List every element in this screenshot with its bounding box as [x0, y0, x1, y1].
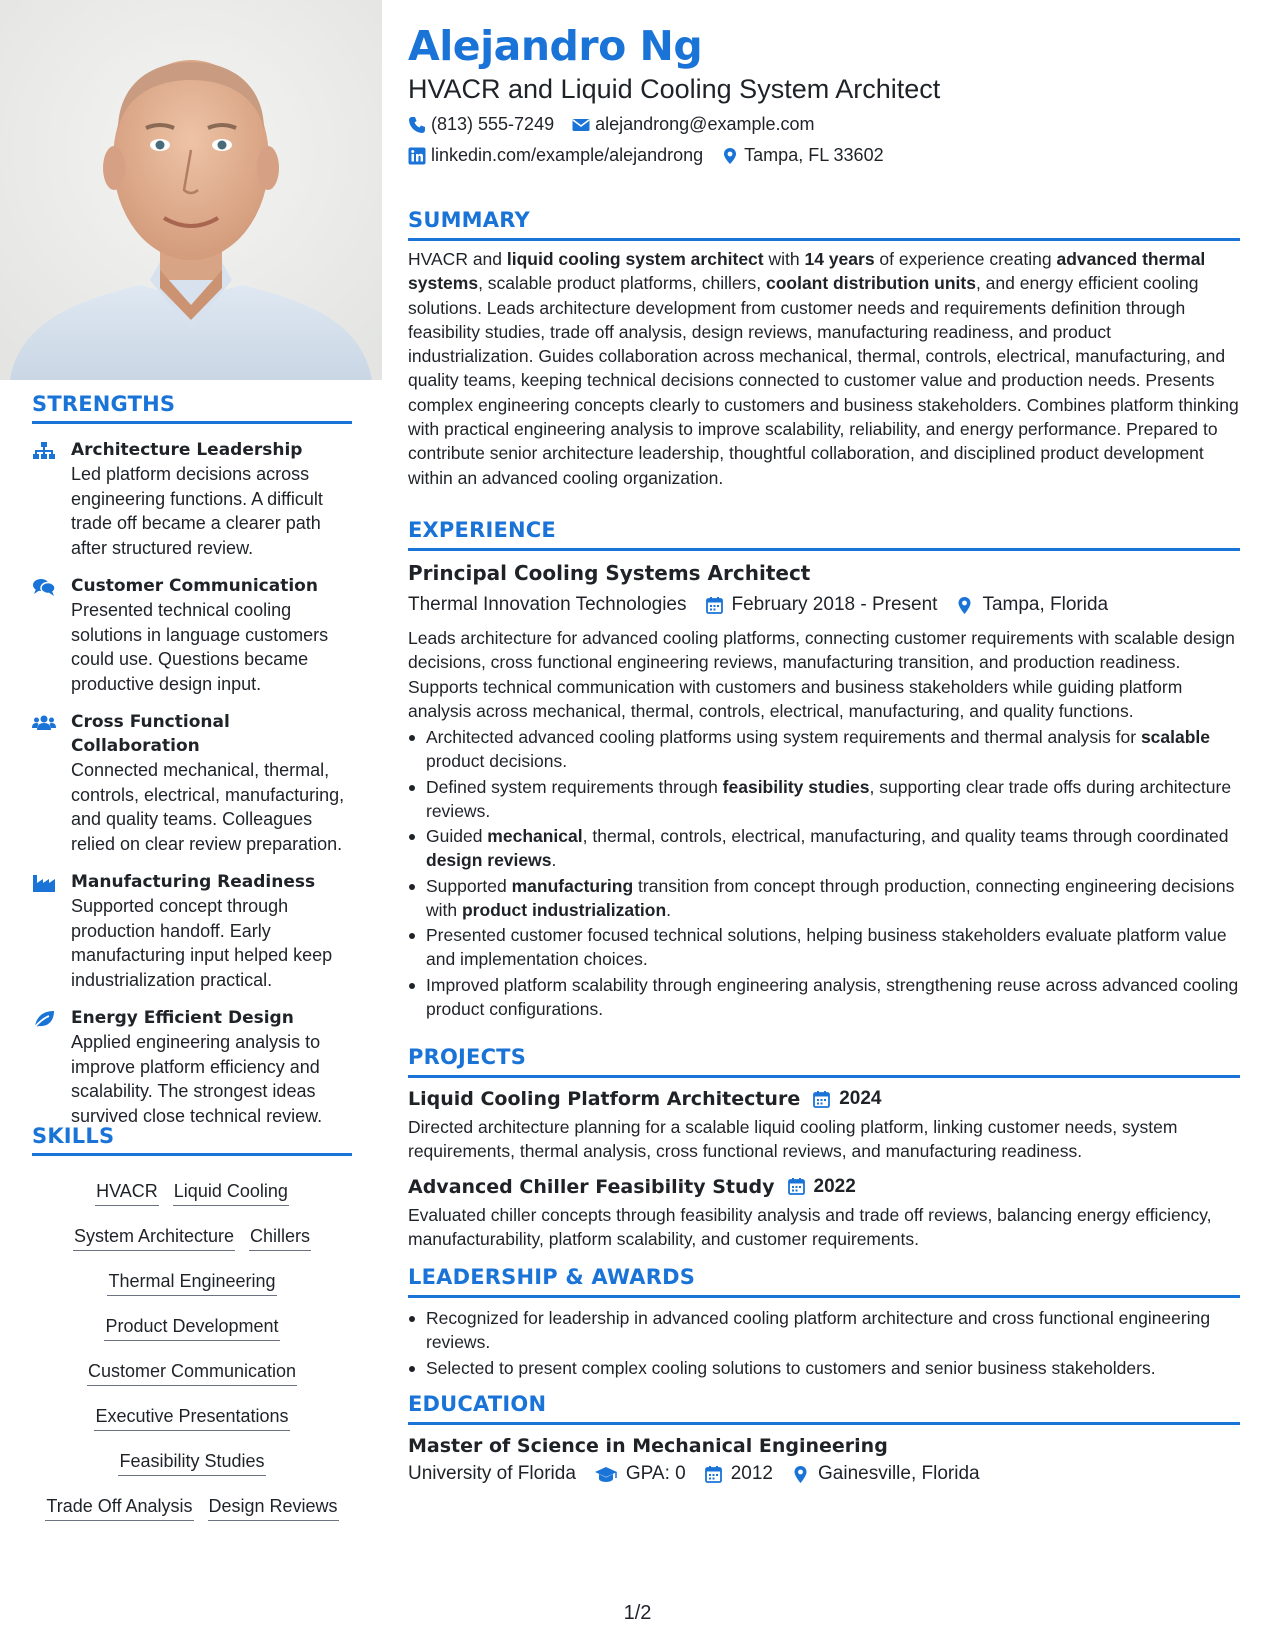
bold-text: mechanical — [487, 826, 583, 847]
bold-text: product industrialization — [461, 899, 667, 920]
email-item[interactable] — [572, 114, 814, 135]
strength-desc: Supported concept through production handoff. Early manufacturing input helped keep industrialization practical. — [71, 896, 333, 990]
text-run: Guided — [426, 826, 488, 847]
experience-title: EXPERIENCE — [408, 518, 556, 542]
job-bullet — [408, 824, 1240, 872]
text-run: Architected advanced cooling platforms using system requirements and thermal analysis for — [426, 727, 1141, 748]
strength-title: Manufacturing Readiness — [71, 872, 316, 892]
map-pin-icon — [721, 147, 739, 165]
text-run: HVACR and — [408, 249, 507, 269]
project-header — [408, 1088, 1240, 1110]
job-location: Tampa, Florida — [982, 594, 1109, 615]
text-run: , supporting clear trade offs during architecture reviews. — [426, 776, 1232, 821]
skill-tag: Customer Communication — [87, 1359, 297, 1386]
bold-text: scalable — [1140, 727, 1211, 748]
job-description: Leads architecture for advanced cooling platforms, connecting customer requirements with scalable design decisions, cross functional engineering reviews, manufacturing transition, and production readiness. Supports technical communication with customers and business stakeholders while guiding platform analysis across mechanical, thermal, controls, electrical, manufacturing, and quality functions. — [408, 628, 1235, 721]
profile-photo — [0, 0, 382, 380]
summary-section — [408, 208, 1240, 490]
calendar-icon — [812, 1090, 831, 1109]
project-description: Directed architecture planning for a scalable liquid cooling platform, linking customer needs, system requirements, thermal analysis, cross functional reviews, and manufacturing readiness. — [408, 1117, 1178, 1162]
contact-row — [408, 114, 833, 135]
education-meta — [408, 1463, 1240, 1485]
bold-text: feasibility studies — [722, 776, 870, 797]
job-title: Principal Cooling Systems Architect — [408, 561, 811, 585]
sitemap-icon — [32, 441, 56, 461]
calendar-icon — [787, 1177, 806, 1196]
skill-tag: Feasibility Studies — [118, 1449, 265, 1476]
bold-text: design reviews — [426, 850, 552, 871]
grad-year-item — [704, 1463, 773, 1485]
project-header — [408, 1176, 1240, 1198]
project-year: 2024 — [839, 1088, 882, 1109]
bold-text: manufacturing — [511, 875, 634, 896]
strength-item — [32, 870, 352, 992]
gpa-text: GPA: 0 — [625, 1463, 686, 1484]
company-item — [408, 594, 687, 616]
text-run: transition from concept through production, connecting engineering decisions with — [426, 875, 1235, 920]
location-item — [721, 145, 883, 166]
gpa-item — [594, 1463, 686, 1485]
skill-tag: Design Reviews — [208, 1494, 339, 1521]
text-run: Improved platform scalability through engineering analysis, strengthening reuse across advanced cooling product configurations. — [426, 974, 1239, 1019]
bold-text: liquid cooling system architect — [506, 249, 764, 269]
dates-item — [705, 594, 938, 616]
strength-desc: Led platform decisions across engineering functions. A difficult trade off became a clearer path after structured review. — [71, 464, 323, 558]
leadership-item: Selected to present complex cooling solutions to customers and senior business stakeholders. — [408, 1356, 1240, 1380]
education-title: EDUCATION — [408, 1392, 547, 1416]
school-location: Gainesville, Florida — [818, 1463, 980, 1484]
job-location-item — [955, 594, 1108, 616]
skills-title: SKILLS — [32, 1124, 115, 1148]
projects-rule — [408, 1075, 1240, 1078]
skill-tag: Thermal Engineering — [107, 1269, 276, 1296]
map-pin-icon — [791, 1465, 810, 1484]
skills-section — [32, 1124, 352, 1530]
linkedin-icon — [408, 147, 426, 165]
job-bullet — [408, 874, 1240, 922]
text-run: , and energy efficient cooling solutions. Leads architecture development from customer needs and requirements definition through feasibility studies, trade off analysis, design reviews, manufacturing readiness, and product industrialization. Guides collaboration across mechanical, thermal, controls, electrical, manufacturing, and quality teams, keeping technical decisions connected to customer value and production needs. Presents complex engineering concepts clearly to customers and business stakeholders. Combines platform thinking with practical engineering analysis to improve scalability, reliability, and energy performance. Prepared to contribute senior architecture leadership, thoughtful collaboration, and disciplined product development within an advanced cooling organization. — [408, 273, 1239, 488]
bold-text: 14 years — [804, 249, 875, 269]
map-pin-icon — [955, 596, 974, 615]
strength-item — [32, 1006, 352, 1128]
strength-desc: Presented technical cooling solutions in language customers could use. Questions became productive design input. — [71, 600, 329, 694]
grad-year: 2012 — [730, 1463, 774, 1484]
summary-title: SUMMARY — [408, 208, 530, 232]
project-title: Advanced Chiller Feasibility Study — [408, 1175, 775, 1198]
linkedin-item[interactable] — [408, 145, 703, 166]
job-bullets — [408, 725, 1240, 1021]
job-dates: February 2018 - Present — [731, 594, 938, 615]
strength-desc: Applied engineering analysis to improve platform efficiency and scalability. The strongest ideas survived close technical review. — [71, 1032, 323, 1126]
summary-rule — [408, 238, 1240, 241]
strength-title: Energy Efficient Design — [71, 1008, 294, 1028]
text-run: . — [551, 850, 557, 871]
school-name: University of Florida — [408, 1463, 576, 1484]
skill-tag: Chillers — [249, 1224, 311, 1251]
job-bullet — [408, 775, 1240, 823]
leadership-list — [408, 1306, 1240, 1380]
skills-rule — [32, 1153, 352, 1156]
text-run: . — [666, 899, 672, 920]
job-bullet — [408, 973, 1240, 1021]
degree-title: Master of Science in Mechanical Engineering — [408, 1435, 888, 1457]
page-number: 1/2 — [623, 1602, 652, 1624]
strength-item — [32, 574, 352, 696]
calendar-icon — [704, 1465, 723, 1484]
project-title: Liquid Cooling Platform Architecture — [408, 1088, 801, 1110]
education-rule — [408, 1422, 1240, 1425]
strength-item — [32, 710, 352, 856]
text-run: of experience creating — [874, 249, 1057, 269]
phone-icon — [408, 116, 426, 134]
users-icon — [32, 713, 56, 733]
projects-title: PROJECTS — [408, 1045, 527, 1069]
strength-title: Cross Functional Collaboration — [71, 712, 230, 756]
text-run: Supported — [426, 875, 512, 896]
skills-list — [32, 1170, 352, 1530]
strengths-title: STRENGTHS — [32, 392, 176, 416]
phone-item[interactable] — [408, 114, 554, 135]
skill-tag: System Architecture — [73, 1224, 235, 1251]
job-bullet — [408, 725, 1240, 773]
school-location-item — [791, 1463, 980, 1485]
text-run: Presented customer focused technical solutions, helping business stakeholders evaluate platform value and implementation choices. — [426, 925, 1227, 970]
strength-title: Customer Communication — [71, 576, 318, 596]
job-bullet — [408, 923, 1240, 971]
strength-title: Architecture Leadership — [71, 440, 303, 460]
leadership-rule — [408, 1295, 1240, 1298]
strengths-section — [32, 392, 352, 1128]
text-run: , thermal, controls, electrical, manufacturing, and quality teams through coordinated — [582, 826, 1229, 847]
graduation-cap-icon — [594, 1465, 618, 1484]
strength-item — [32, 438, 352, 560]
contact-row-2 — [408, 145, 902, 166]
phone-text: (813) 555-7249 — [431, 114, 555, 134]
industry-icon — [32, 873, 56, 893]
text-run: with — [763, 249, 805, 269]
strength-desc: Connected mechanical, thermal, controls, electrical, manufacturing, and quality teams. Colleagues relied on clear review preparation. — [71, 760, 345, 854]
experience-section — [408, 518, 1240, 1022]
project-description: Evaluated chiller concepts through feasibility analysis and trade off reviews, balancing energy efficiency, manufacturability, platform scalability, and customer requirements. — [408, 1204, 1212, 1249]
projects-section — [408, 1045, 1240, 1251]
envelope-icon — [572, 116, 590, 134]
experience-rule — [408, 548, 1240, 551]
company-name: Thermal Innovation Technologies — [408, 594, 687, 615]
location-text: Tampa, FL 33602 — [744, 145, 884, 165]
calendar-icon — [705, 596, 724, 615]
job-meta — [408, 594, 1240, 616]
education-section — [408, 1392, 1240, 1485]
email-text: alejandrong@example.com — [595, 114, 815, 134]
leadership-title: LEADERSHIP & AWARDS — [408, 1265, 696, 1289]
comments-icon — [32, 577, 56, 597]
skill-tag: HVACR — [95, 1179, 159, 1206]
text-run: Defined system requirements through — [426, 776, 723, 797]
skill-tag: Liquid Cooling — [173, 1179, 289, 1206]
candidate-headline: HVACR and Liquid Cooling System Architect — [408, 74, 941, 104]
skill-tag: Trade Off Analysis — [45, 1494, 193, 1521]
left-column — [0, 0, 382, 1650]
skill-tag: Product Development — [104, 1314, 279, 1341]
bold-text: advanced thermal systems — [408, 249, 1206, 294]
bold-text: coolant distribution units — [765, 273, 976, 294]
linkedin-text: linkedin.com/example/alejandrong — [431, 145, 704, 165]
text-run: product decisions. — [426, 751, 568, 772]
leadership-item: Recognized for leadership in advanced cooling platform architecture and cross functional engineering reviews. — [408, 1306, 1240, 1354]
text-run: , scalable product platforms, chillers, — [478, 273, 766, 294]
skill-tag: Executive Presentations — [94, 1404, 289, 1431]
leaf-icon — [32, 1009, 56, 1029]
summary-text — [408, 247, 1240, 490]
project-year: 2022 — [813, 1175, 856, 1197]
leadership-section — [408, 1265, 1240, 1381]
candidate-name: Alejandro Ng — [408, 22, 703, 70]
school-item — [408, 1463, 576, 1485]
strengths-rule — [32, 421, 352, 424]
